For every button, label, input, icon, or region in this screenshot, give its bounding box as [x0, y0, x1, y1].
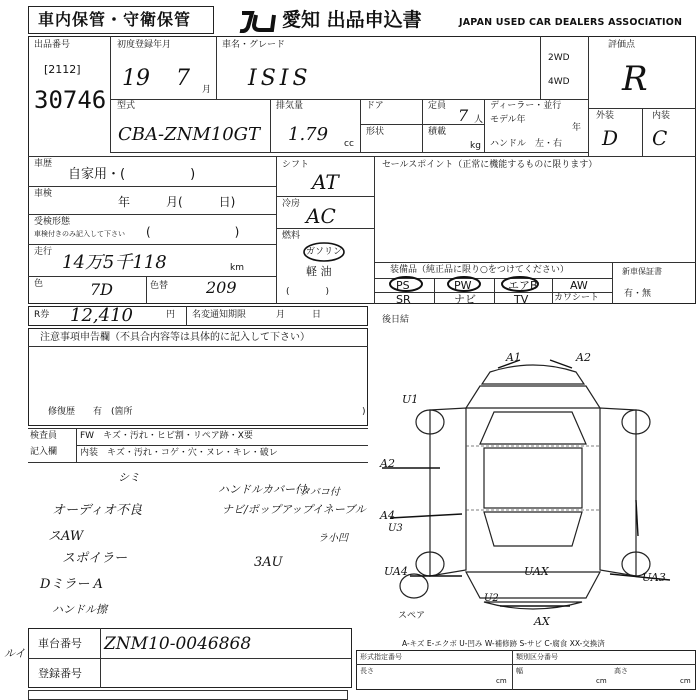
notice-value: 月 日: [276, 310, 322, 320]
rating-label: 評価点: [608, 40, 636, 50]
history-value: 自家用・( ): [68, 167, 196, 182]
fuel-paren: ( ): [286, 287, 330, 297]
fuel-label: 燃料: [282, 231, 301, 241]
acceptance-label: 受検形態: [34, 217, 71, 227]
person-unit: 人: [474, 115, 484, 125]
mark-a1: A1: [506, 351, 521, 364]
damage-legend: A-キズ E-エクボ U-凹み W-補修跡 S-サビ C-腐食 XX-交換済: [402, 639, 605, 648]
note-saw: スAW: [48, 529, 84, 544]
registration-label: 登録番号: [38, 667, 82, 680]
capacity-value: 7: [458, 106, 469, 125]
load-label: 積載: [428, 127, 447, 137]
km-unit: km: [230, 263, 244, 273]
ju-logo-icon: [238, 11, 276, 33]
ac-label: 冷房: [282, 199, 301, 209]
length-label: 長さ: [360, 667, 374, 675]
fuel-circle-mark: [300, 240, 350, 264]
shift-label: シフト: [282, 160, 310, 170]
equipment-label: 装備品（純正品に限り○をつけてください）: [390, 265, 569, 275]
lot-number: 30746: [34, 86, 107, 114]
first-reg-year: 19: [122, 66, 150, 91]
shift-value: AT: [312, 170, 339, 194]
note-small-dent: ラ小凹: [318, 533, 348, 544]
note-stain: シミ: [118, 471, 140, 484]
equipment-circle-marks: [380, 274, 550, 292]
month-unit: 月: [202, 85, 212, 95]
kg-unit: kg: [470, 141, 481, 151]
mark-a2-top: A2: [576, 351, 591, 364]
mileage-label: 走行: [34, 247, 53, 257]
rating-value: R: [622, 59, 648, 99]
note-audio: オーディオ不良: [52, 503, 142, 518]
ac-value: AC: [306, 204, 336, 228]
interior-row: 内装 キズ・汚れ・コゲ・穴・ヌレ・キレ・破レ: [80, 448, 278, 458]
length-cm: cm: [496, 677, 507, 685]
acceptance-paren: ( ): [146, 225, 240, 239]
equipment-item-sr: SR: [396, 293, 411, 306]
equipment-item-aw: AW: [570, 279, 588, 292]
margin-mark: ルイ: [4, 647, 26, 660]
equipment-item-pw: PW: [454, 279, 472, 292]
mark-u1: U1: [402, 393, 419, 406]
mark-ua3: UA3: [642, 571, 666, 584]
shape-label: 形状: [366, 127, 385, 137]
note-handle-cover: ハンドルカバー付: [218, 483, 306, 496]
later-notes-label: 後日結: [382, 315, 410, 325]
chassis-value: ZNM10-0046868: [104, 634, 252, 654]
equipment-item-tv: TV: [514, 293, 529, 306]
mark-uax: UAX: [524, 565, 549, 578]
recycle-yen: 円: [166, 310, 176, 320]
repair-label: 修復歴 有 (箇所: [48, 407, 133, 417]
mark-u2: U2: [484, 593, 499, 604]
color-change-label: 色替: [150, 281, 169, 291]
car-damage-diagram: [370, 350, 696, 632]
repair-close: ): [362, 407, 366, 417]
entry-label: 記入欄: [30, 447, 58, 457]
color-value: 7D: [90, 280, 114, 299]
storage-label: 車内保管・守衛保管: [38, 10, 192, 29]
year-unit: 年: [572, 123, 582, 133]
mark-u3: U3: [388, 523, 403, 534]
exterior-label: 外装: [596, 111, 615, 121]
dealer-label: ディーラー・並行: [490, 101, 562, 111]
note-3au: 3AU: [254, 555, 283, 570]
drive-2wd: 2WD: [548, 53, 570, 63]
interior-grade: C: [652, 126, 668, 150]
header-title: 愛知 出品申込書: [282, 9, 422, 31]
sales-points-label: セールスポイント（正常に機能するものに限ります）: [382, 160, 598, 170]
width-label: 幅: [516, 667, 523, 675]
car-name-label: 車名・グレード: [222, 40, 286, 50]
first-reg-month: 7: [176, 66, 190, 91]
association-name: JAPAN USED CAR DEALERS ASSOCIATION: [459, 17, 683, 28]
fuel-option: 軽 油: [306, 265, 332, 278]
mileage-value: 14万5千118: [62, 252, 167, 273]
warranty-options: 有・無: [624, 289, 652, 299]
warranty-label: 新車保証書: [622, 267, 662, 276]
recycle-label: R券: [34, 310, 50, 320]
notice-label: 名変通知期限: [192, 310, 247, 320]
drive-4wd: 4WD: [548, 77, 570, 87]
mark-a2-side: A2: [380, 457, 395, 470]
model-value: CBA-ZNM10GT: [118, 124, 261, 145]
model-year-label: モデル年: [490, 115, 526, 125]
fuel-value: ガソリン: [306, 247, 343, 257]
bottom-strip: [28, 690, 348, 700]
mark-ua4: UA4: [384, 565, 408, 578]
width-cm: cm: [596, 677, 607, 685]
inspection-label: 車検: [34, 189, 53, 199]
height-label: 高さ: [614, 667, 628, 675]
equipment-item-navi: ナビ: [454, 293, 476, 306]
history-label: 車歴: [34, 159, 53, 169]
remarks-title: 注意事項申告欄（不具合内容等は具体的に記入して下さい）: [40, 332, 310, 343]
note-tobacco: タバコ付: [300, 487, 340, 498]
chassis-label: 車台番号: [38, 637, 82, 650]
note-dmirror: Dミラー A: [40, 577, 103, 592]
mark-ax: AX: [534, 615, 550, 628]
note-navi: ナビ/ポップアップイネーブル: [222, 503, 366, 516]
inspector-label: 検査員: [30, 431, 58, 441]
spare-label: スペア: [398, 611, 426, 621]
displacement-label: 排気量: [276, 101, 304, 111]
height-cm: cm: [680, 677, 691, 685]
note-handle-rub: ハンドル擦: [52, 603, 107, 616]
recycle-amount: 12,410: [70, 305, 133, 326]
model-label: 型式: [117, 101, 136, 111]
color-code: 209: [206, 278, 237, 297]
color-label: 色: [34, 279, 44, 289]
mark-a4: A4: [380, 509, 395, 522]
spec-label: 形式指定番号: [360, 653, 402, 661]
cc-unit: cc: [344, 139, 354, 149]
first-reg-label: 初度登録年月: [117, 40, 172, 50]
equipment-item-ps: PS: [396, 279, 410, 292]
door-label: ドア: [366, 101, 384, 111]
capacity-label: 定員: [428, 101, 447, 111]
handle-label: ハンドル 左・右: [490, 139, 563, 149]
lot-label: 出品番号: [34, 40, 71, 50]
car-name: ISIS: [248, 66, 312, 91]
acceptance-note: 車検付きのみ記入して下さい: [34, 230, 125, 238]
displacement-value: 1.79: [288, 124, 329, 145]
interior-label: 内装: [652, 111, 671, 121]
lot-sub: [2112]: [44, 63, 81, 76]
equipment-item-leather: カワシート: [554, 293, 600, 303]
inspection-value: 年 月( 日): [118, 195, 236, 209]
category-label: 類別区分番号: [516, 653, 558, 661]
equipment-item-airbag: エアB: [508, 279, 538, 292]
fw-row: FW キズ・汚れ・ヒビ割・リペア跡・X要: [80, 431, 253, 441]
note-spoiler: スポイラー: [62, 551, 128, 566]
exterior-grade: D: [602, 126, 619, 150]
